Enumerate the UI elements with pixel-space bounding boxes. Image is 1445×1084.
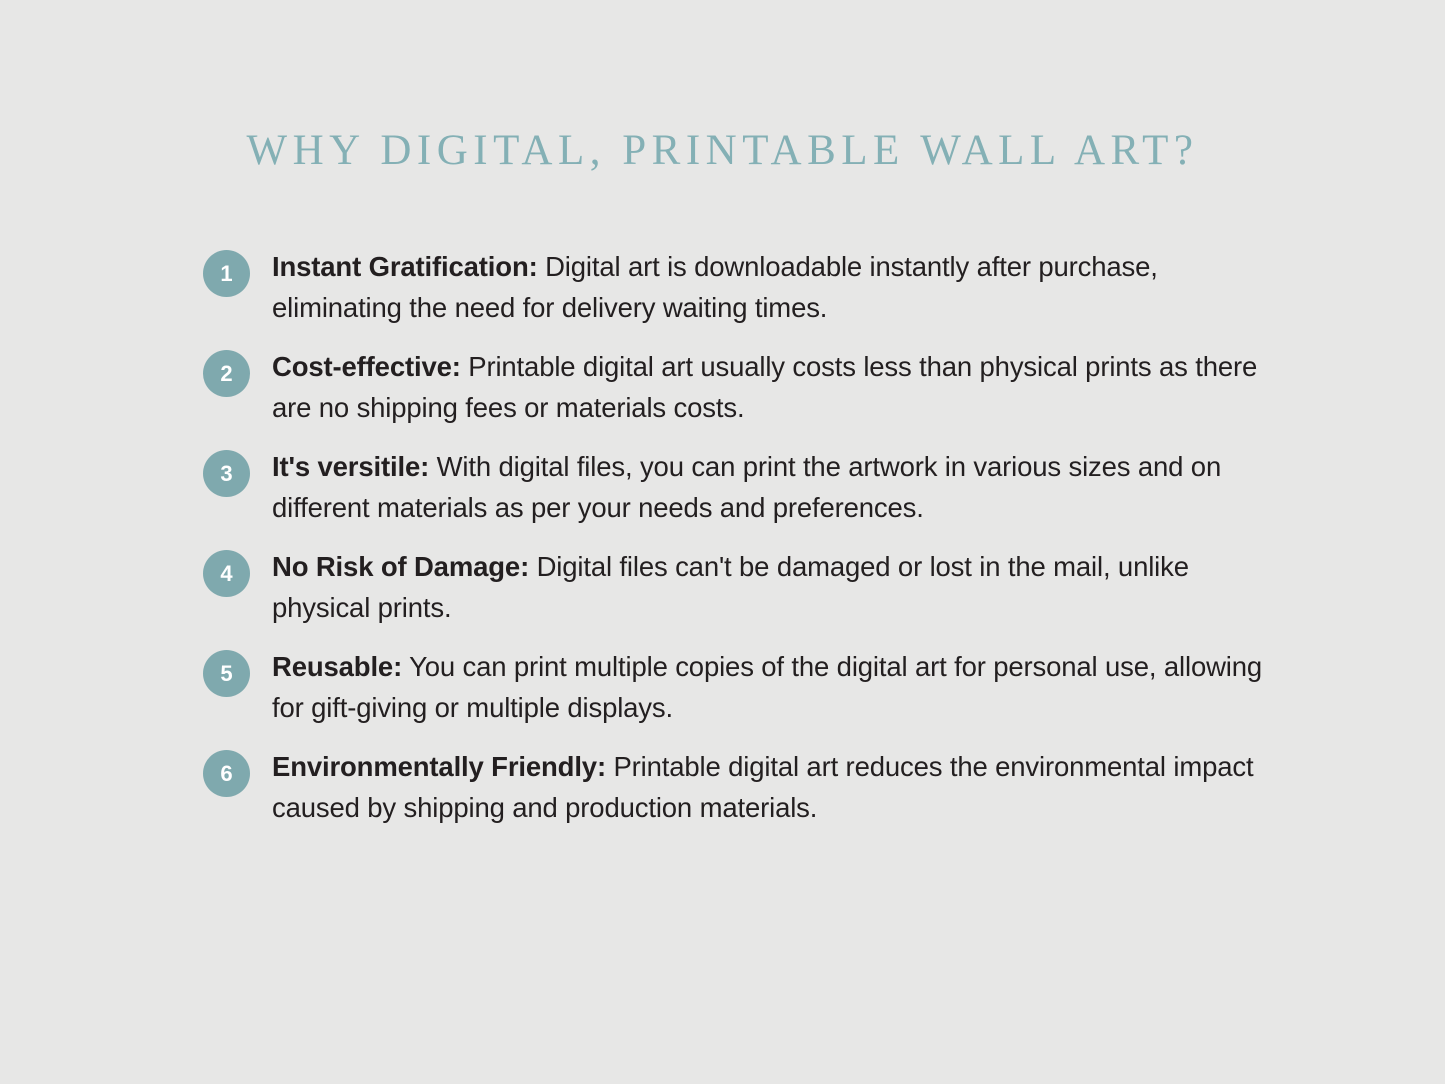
list-item — [203, 546, 1273, 628]
list-item-number-badge: 6 — [203, 750, 250, 797]
list-item-text — [272, 646, 1273, 728]
page-title: WHY DIGITAL, PRINTABLE WALL ART? — [246, 127, 1199, 174]
list-item-text — [272, 746, 1273, 828]
list-item-text — [272, 346, 1273, 428]
list-item — [203, 346, 1273, 428]
list-item-heading: Cost-effective: — [272, 351, 461, 382]
list-item-text — [272, 446, 1273, 528]
list-item-text — [272, 546, 1273, 628]
list-item-number-badge: 1 — [203, 250, 250, 297]
list-item-body: With digital files, you can print the artwork in various sizes and on different materials as per your needs and preferences. — [272, 451, 1222, 523]
list-item-body: You can print multiple copies of the digital art for personal use, allowing for gift-giving or multiple displays. — [272, 651, 1263, 723]
list-item — [203, 446, 1273, 528]
list-item-heading: Environmentally Friendly: — [272, 751, 606, 782]
list-item-body: Printable digital art usually costs less than physical prints as there are no shipping fees or materials costs. — [272, 351, 1258, 423]
list-item — [203, 746, 1273, 828]
list-item-heading: Reusable: — [272, 651, 403, 682]
list-item-number-badge: 2 — [203, 350, 250, 397]
list-item-number-badge: 4 — [203, 550, 250, 597]
list-item-number-badge: 5 — [203, 650, 250, 697]
list-item — [203, 246, 1273, 328]
list-item-heading: It's versitile: — [272, 451, 430, 482]
list-item-body: Printable digital art reduces the environmental impact caused by shipping and production materials. — [272, 751, 1254, 823]
list-item-heading: Instant Gratification: — [272, 251, 538, 282]
list-item-body: Digital files can't be damaged or lost in the mail, unlike physical prints. — [272, 551, 1189, 623]
list-item — [203, 646, 1273, 728]
list-item-body: Digital art is downloadable instantly after purchase, eliminating the need for delivery waiting times. — [272, 251, 1158, 323]
list-item-number-badge: 3 — [203, 450, 250, 497]
benefits-list — [203, 246, 1273, 846]
list-item-heading: No Risk of Damage: — [272, 551, 530, 582]
list-item-text — [272, 246, 1273, 328]
